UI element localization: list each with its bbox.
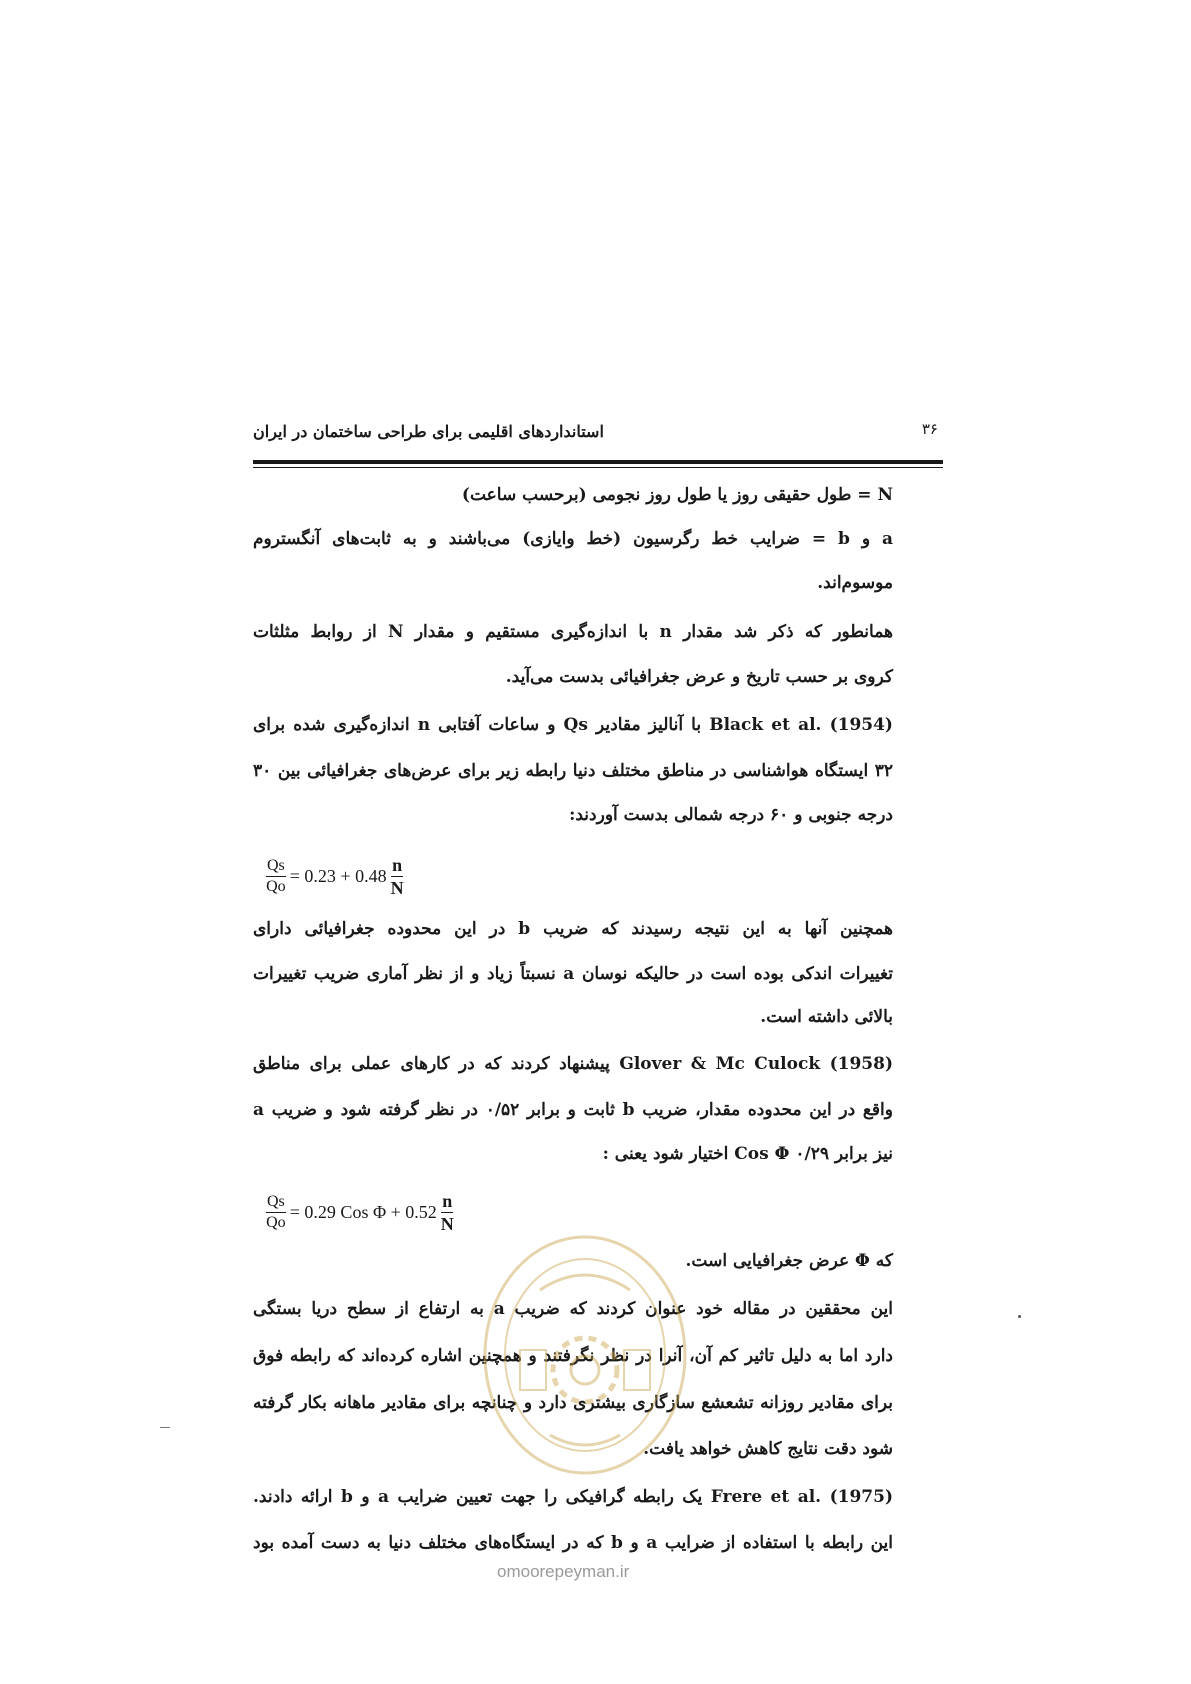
formula-1-frac-den: N	[390, 878, 404, 898]
formula-2-lhs	[266, 1194, 286, 1231]
watermark-seal-icon	[470, 1220, 700, 1490]
watermark-url: omoorepeyman.ir	[497, 1562, 630, 1581]
page-number: ۳۶	[921, 420, 938, 438]
body-line-10: تغییرات اندکی بوده است در حالیکه نوسان a نسبتاً زیاد و از نظر آماری ضریب تغییرات	[253, 964, 893, 984]
formula-2-fraction	[441, 1192, 454, 1233]
formula-2-rhs: = 0.29 Cos Φ + 0.52	[289, 1202, 437, 1222]
formula-2-frac-den: N	[440, 1214, 454, 1234]
margin-dot	[1018, 1315, 1021, 1318]
formula-2-lhs-num: Qs	[266, 1194, 286, 1213]
formula-1-fraction	[391, 856, 404, 897]
body-line-8: درجه جنوبی و ۶۰ درجه شمالی بدست آوردند:	[569, 805, 893, 825]
body-line-11: بالائی داشته است.	[760, 1007, 893, 1027]
body-line-5: کروی بر حسب تاریخ و عرض جغرافیائی بدست می‌آید.	[505, 667, 893, 687]
header-rule-thin	[253, 467, 943, 468]
body-line-3: موسوم‌اند.	[817, 573, 893, 593]
body-line-18: برای مقادیر روزانه تشعشع سازگاری بیشتری دارد و چنانچه برای مقادیر ماهانه بکار گرفته	[253, 1393, 893, 1413]
formula-1-lhs-num: Qs	[266, 858, 286, 877]
formula-1-lhs	[266, 858, 286, 895]
body-line-13: واقع در این محدوده مقدار، ضریب b ثابت و برابر ۰/۵۲ در نظر گرفته شود و ضریب a	[253, 1100, 893, 1120]
formula-2-lhs-den: Qo	[266, 1214, 286, 1231]
body-line-14: نیز برابر Cos Φ ۰/۲۹ اختیار شود یعنی :	[602, 1144, 893, 1164]
body-line-21: این رابطه با استفاده از ضرایب a و b که در ایستگاه‌های مختلف دنیا به دست آمده بود	[253, 1533, 894, 1553]
body-line-12: Glover & Mc Culock (1958) پیشنهاد کردند که در کارهای عملی برای مناطق	[253, 1054, 893, 1074]
body-line-7: ۳۲ ایستگاه هواشناسی در مناطق مختلف دنیا رابطه زیر برای عرض‌های جغرافیائی بین ۳۰	[253, 761, 893, 781]
body-line-19: شود دقت نتایج کاهش خواهد یافت.	[643, 1439, 893, 1459]
body-line-9: همچنین آنها به این نتیجه رسیدند که ضریب b در این محدوده جغرافیائی دارای	[253, 919, 894, 939]
body-line-1: N = طول حقیقی روز یا طول روز نجومی (برحسب ساعت)	[461, 485, 893, 505]
body-line-17: دارد اما به دلیل تاثیر کم آن، آنرا در نظر نگرفتند و همچنین اشاره کرده‌اند که رابطه فوق	[253, 1346, 893, 1366]
formula-1	[262, 856, 408, 897]
body-line-15: که Φ عرض جغرافیایی است.	[685, 1251, 893, 1271]
formula-2	[262, 1192, 458, 1233]
formula-1-frac-num: n	[392, 855, 403, 875]
formula-1-lhs-den: Qo	[266, 878, 286, 895]
header-rule-thick	[253, 460, 943, 464]
body-line-2: a و b = ضرایب خط رگرسیون (خط وایازی) می‌باشند و به ثابت‌های آنگستروم	[253, 529, 893, 549]
body-line-4: همانطور که ذکر شد مقدار n با اندازه‌گیری مستقیم و مقدار N از روابط مثلثات	[253, 622, 893, 642]
formula-1-rhs: = 0.23 + 0.48	[289, 866, 387, 886]
body-line-6: Black et al. (1954) با آنالیز مقادیر Qs و ساعات آفتابی n اندازه‌گیری شده برای	[253, 715, 893, 735]
formula-2-frac-num: n	[442, 1191, 453, 1211]
body-line-16: این محققین در مقاله خود عنوان کردند که ضریب a به ارتفاع از سطح دریا بستگی	[253, 1299, 893, 1319]
margin-tick	[160, 1427, 170, 1428]
body-line-20: Frere et al. (1975) یک رابطه گرافیکی را جهت تعیین ضرایب a و b ارائه دادند.	[253, 1487, 893, 1507]
page-header	[253, 420, 938, 450]
running-title: استانداردهای اقلیمی برای طراحی ساختمان در ایران	[253, 422, 604, 441]
